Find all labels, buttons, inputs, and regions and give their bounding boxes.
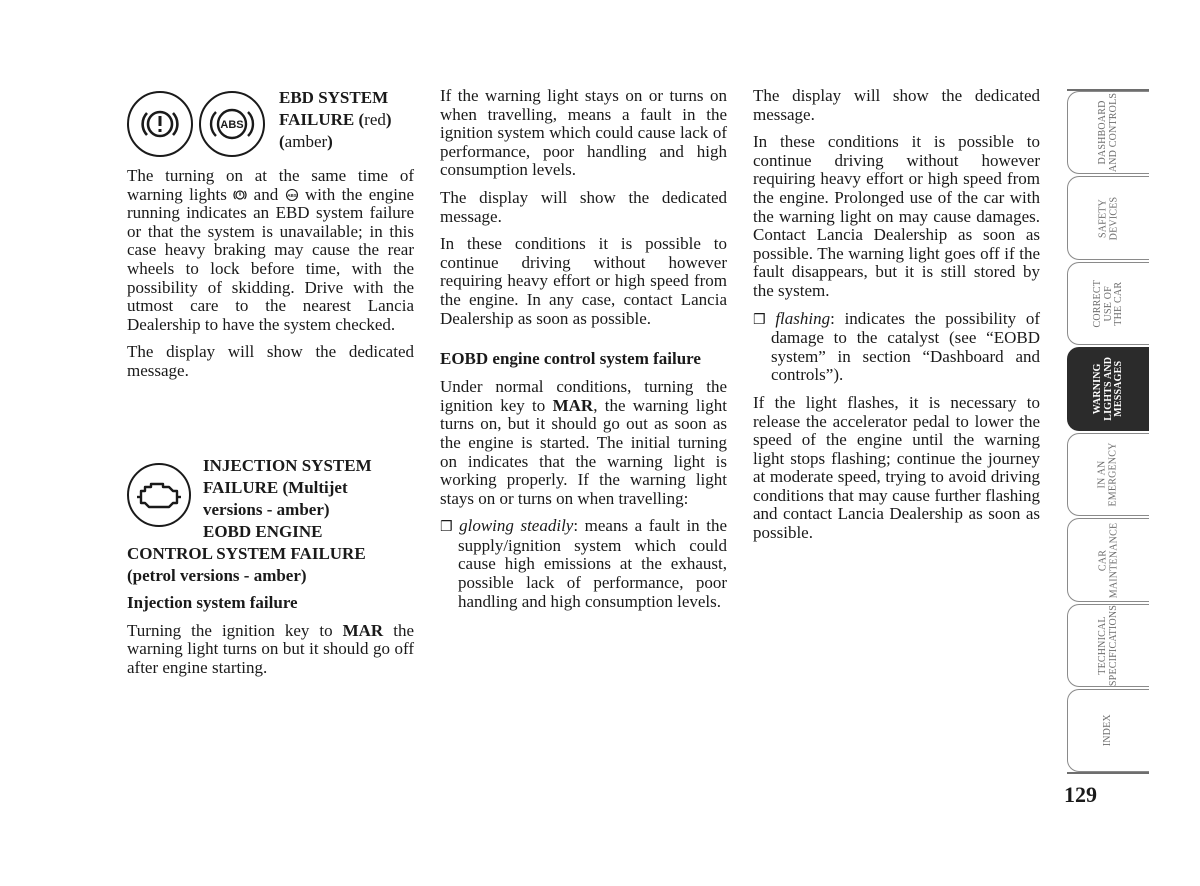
tab-index[interactable] (1067, 689, 1149, 772)
checkbox-bullet-icon: ❒ (440, 519, 453, 536)
tab-label: SAFETY DEVICES (1097, 196, 1119, 240)
eobd-title-rest: CONTROL SYSTEM FAILURE (petrol versions - amber) (127, 543, 366, 585)
bullet-flashing: ❒ flashing: indicates the possibility of damage to the catalyst (see “EOBD system” in section “Dashboard and controls”). (753, 308, 1041, 385)
col2-paragraph-4: Under normal conditions, turning the ignition key to MAR, the warning light turns on, but it should go out as soon as the engine is started. The initial turning on indicates that the warning light is working properly. If the warning light stays on or turns on when travelling: (440, 377, 727, 508)
brake-inline-icon (233, 188, 247, 202)
svg-text:ABS: ABS (286, 192, 297, 198)
col3-paragraph-3: If the light flashes, it is necessary to release the accelerator pedal to lower the speed of the engine until the warning light stops flashing; continue the journey at moderate speed, trying to avoid driving conditions that may cause further flashing and contact Lancia Dealership as soon as possible. (753, 392, 1040, 543)
brake-warning-icon (127, 91, 193, 157)
page-number: 129 (1064, 782, 1097, 807)
injection-body: Turning the ignition key to MAR the warning light turns on but it should go off after engine starting. (127, 620, 414, 677)
tab-dashboard-and-controls[interactable] (1067, 91, 1149, 174)
engine-check-icon (127, 463, 191, 527)
tab-label: TECHNICAL SPECIFICATIONS (1097, 604, 1119, 687)
tab-label: DASHBOARD AND CONTROLS (1096, 92, 1119, 173)
tab-technical-specifications[interactable] (1067, 604, 1149, 687)
tab-warning-lights-and-messages[interactable] (1067, 347, 1149, 431)
tab-bottom-rule (1067, 772, 1149, 774)
tab-label: INDEX (1102, 714, 1114, 747)
tab-correct-use-of-the-car[interactable] (1067, 262, 1149, 345)
svg-text:ABS: ABS (220, 119, 244, 131)
eobd-subheading: EOBD engine control system failure (440, 349, 701, 369)
eobd-title-line1: EOBD ENGINE (203, 521, 323, 541)
injection-header-block (127, 456, 414, 596)
tab-label: CAR MAINTENANCE (1097, 522, 1119, 598)
checkbox-bullet-icon: ❒ (753, 311, 766, 328)
injection-subheading: Injection system failure (127, 592, 298, 612)
col3-paragraph-1: The display will show the dedicated message. (753, 86, 1040, 124)
col2-paragraph-2: The display will show the dedicated message. (440, 187, 727, 226)
abs-warning-icon (199, 91, 265, 157)
col3-paragraph-2: In these conditions it is possible to continue driving without however requiring heavy effort or high speed from the engine. Prolonged use of the car with the warning light on may cause damages. Contact Lancia Dealership as soon as possible. The warning light goes off if the fault disappears, but it is still stored by the system. (753, 132, 1040, 300)
tab-car-maintenance[interactable] (1067, 518, 1149, 602)
tab-label: IN AN EMERGENCY (1097, 442, 1119, 507)
abs-inline-icon (285, 188, 299, 202)
ebd-header-block (127, 87, 414, 167)
col2-paragraph-1: If the warning light stays on or turns on when travelling, means a fault in the ignition system which could cause lack of performance, poor handling and high consumption levels. (440, 86, 727, 180)
col2-paragraph-3: In these conditions it is possible to continue driving without however requiring heavy effort or high speed from the engine. In any case, contact Lancia Dealership as soon as possible. (440, 234, 727, 328)
tab-label: CORRECT USE OF THE CAR (1091, 279, 1124, 328)
column-1 (127, 87, 414, 686)
ebd-display-note: The display will show the dedicated message. (127, 342, 414, 380)
tab-label: WARNING LIGHTS AND MESSAGES (1091, 357, 1124, 421)
injection-title: INJECTION SYSTEM FAILURE (Multijet versions - amber) (203, 455, 372, 519)
column-2 (440, 87, 727, 620)
column-3 (753, 87, 1040, 552)
ebd-body: The turning on at the same time of warning lights and ABS with the engine running indicates an EBD system failure or that the system is unavailable; in this case heavy braking may cause the rear wheels to lock before time, with the possibility of skidding. Drive with the utmost care to the nearest Lancia Dealership to have the system checked. (127, 166, 415, 334)
tab-in-an-emergency[interactable] (1067, 433, 1149, 516)
tab-safety-devices[interactable] (1067, 176, 1149, 260)
bullet-glowing-steadily: ❒ glowing steadily: means a fault in the supply/ignition system which could cause high emissions at the exhaust, possible lack of performance, poor handling and high consumption levels. (440, 516, 728, 611)
ebd-title: EBD SYSTEM FAILURE (red) (amber) (279, 88, 392, 151)
